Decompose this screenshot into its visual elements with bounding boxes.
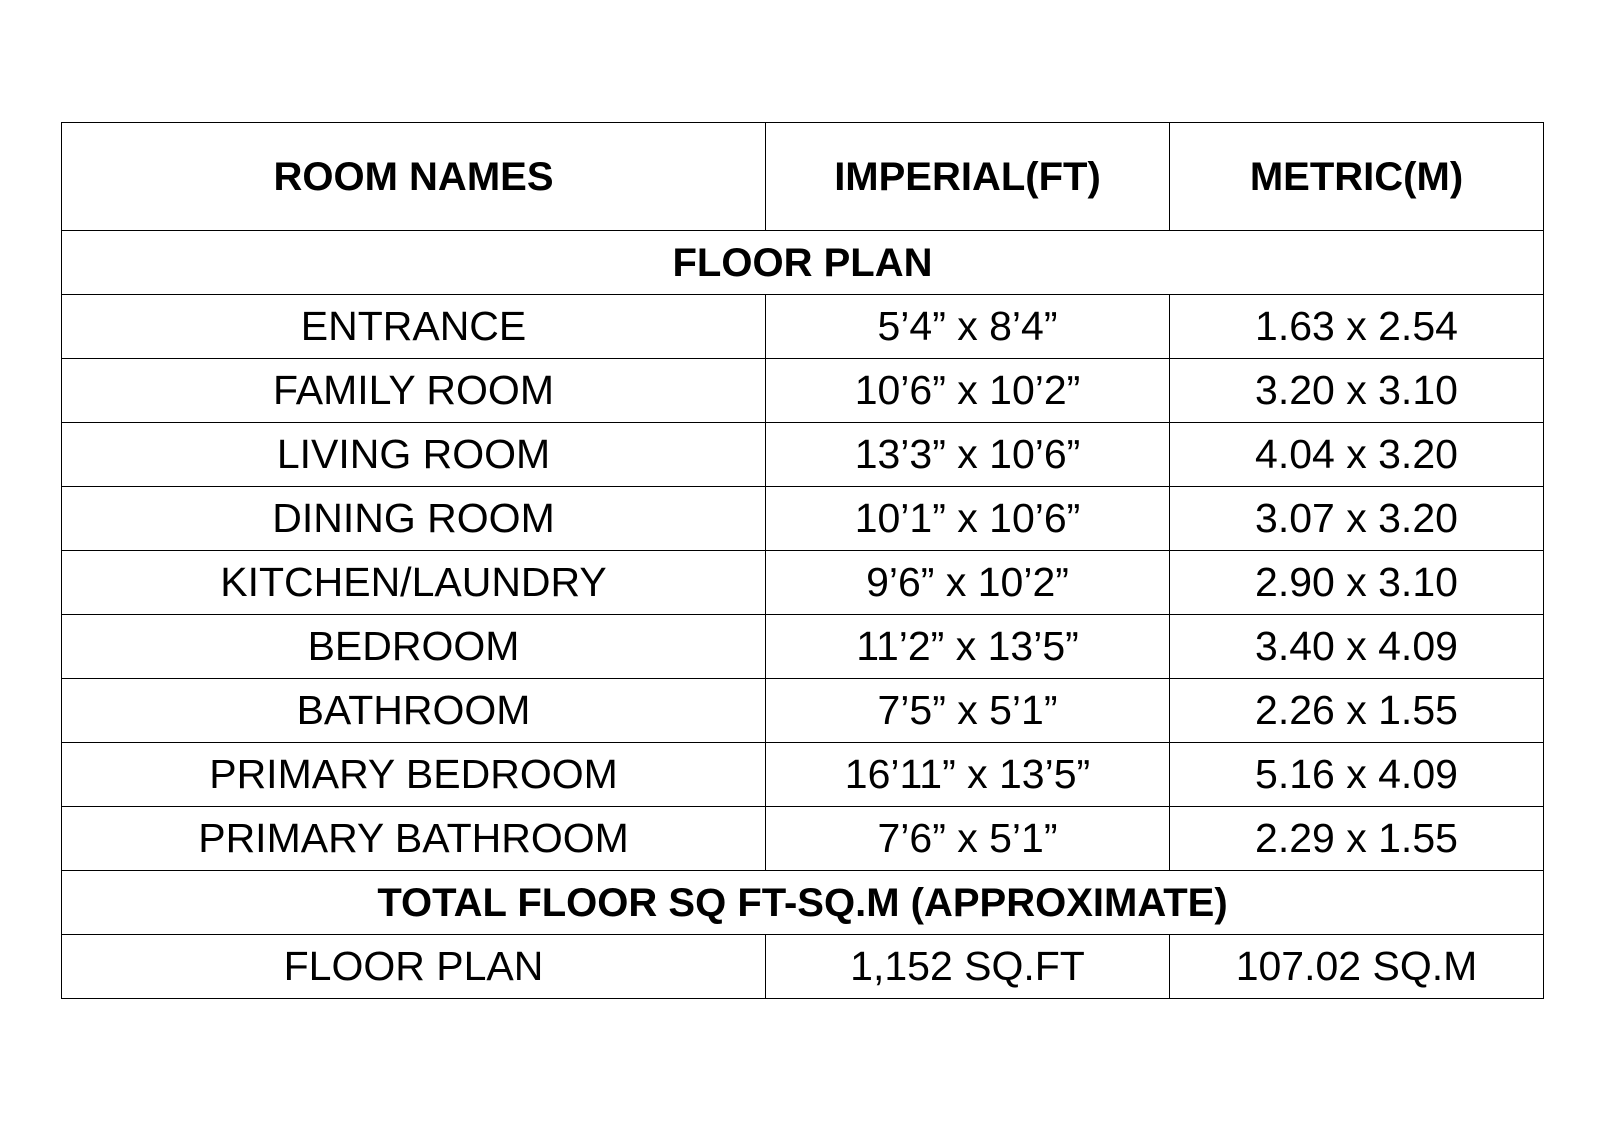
metric-cell: 4.04 x 3.20	[1170, 423, 1544, 487]
room-name-cell: PRIMARY BATHROOM	[62, 807, 766, 871]
table-row	[62, 359, 1544, 423]
header-room-names: ROOM NAMES	[62, 123, 766, 231]
room-name-cell: FAMILY ROOM	[62, 359, 766, 423]
metric-cell: 2.26 x 1.55	[1170, 679, 1544, 743]
metric-cell: 2.29 x 1.55	[1170, 807, 1544, 871]
imperial-cell: 10’6” x 10’2”	[766, 359, 1170, 423]
imperial-cell: 13’3” x 10’6”	[766, 423, 1170, 487]
metric-cell: 3.40 x 4.09	[1170, 615, 1544, 679]
metric-cell: 3.07 x 3.20	[1170, 487, 1544, 551]
imperial-cell: 9’6” x 10’2”	[766, 551, 1170, 615]
imperial-cell: 7’6” x 5’1”	[766, 807, 1170, 871]
metric-cell: 5.16 x 4.09	[1170, 743, 1544, 807]
imperial-cell: 16’11” x 13’5”	[766, 743, 1170, 807]
metric-cell: 2.90 x 3.10	[1170, 551, 1544, 615]
room-name-cell: LIVING ROOM	[62, 423, 766, 487]
section-row-floor-plan	[62, 231, 1544, 295]
table-row	[62, 615, 1544, 679]
total-title: TOTAL FLOOR SQ FT-SQ.M (APPROXIMATE)	[62, 871, 1544, 935]
total-row	[62, 935, 1544, 999]
imperial-cell: 10’1” x 10’6”	[766, 487, 1170, 551]
total-room-name-cell: FLOOR PLAN	[62, 935, 766, 999]
header-row	[62, 123, 1544, 231]
room-name-cell: PRIMARY BEDROOM	[62, 743, 766, 807]
room-dimensions-table-container	[61, 122, 1543, 999]
room-name-cell: BATHROOM	[62, 679, 766, 743]
metric-cell: 1.63 x 2.54	[1170, 295, 1544, 359]
total-imperial-cell: 1,152 SQ.FT	[766, 935, 1170, 999]
room-name-cell: ENTRANCE	[62, 295, 766, 359]
metric-cell: 3.20 x 3.10	[1170, 359, 1544, 423]
header-metric: METRIC(M)	[1170, 123, 1544, 231]
room-name-cell: BEDROOM	[62, 615, 766, 679]
table-row	[62, 487, 1544, 551]
room-name-cell: KITCHEN/LAUNDRY	[62, 551, 766, 615]
table-row	[62, 551, 1544, 615]
section-title: FLOOR PLAN	[62, 231, 1544, 295]
table-row	[62, 679, 1544, 743]
table-row	[62, 295, 1544, 359]
imperial-cell: 7’5” x 5’1”	[766, 679, 1170, 743]
table-row	[62, 807, 1544, 871]
table-row	[62, 743, 1544, 807]
section-row-total	[62, 871, 1544, 935]
imperial-cell: 11’2” x 13’5”	[766, 615, 1170, 679]
header-imperial: IMPERIAL(FT)	[766, 123, 1170, 231]
table-row	[62, 423, 1544, 487]
room-name-cell: DINING ROOM	[62, 487, 766, 551]
imperial-cell: 5’4” x 8’4”	[766, 295, 1170, 359]
room-dimensions-table	[61, 122, 1544, 999]
total-metric-cell: 107.02 SQ.M	[1170, 935, 1544, 999]
